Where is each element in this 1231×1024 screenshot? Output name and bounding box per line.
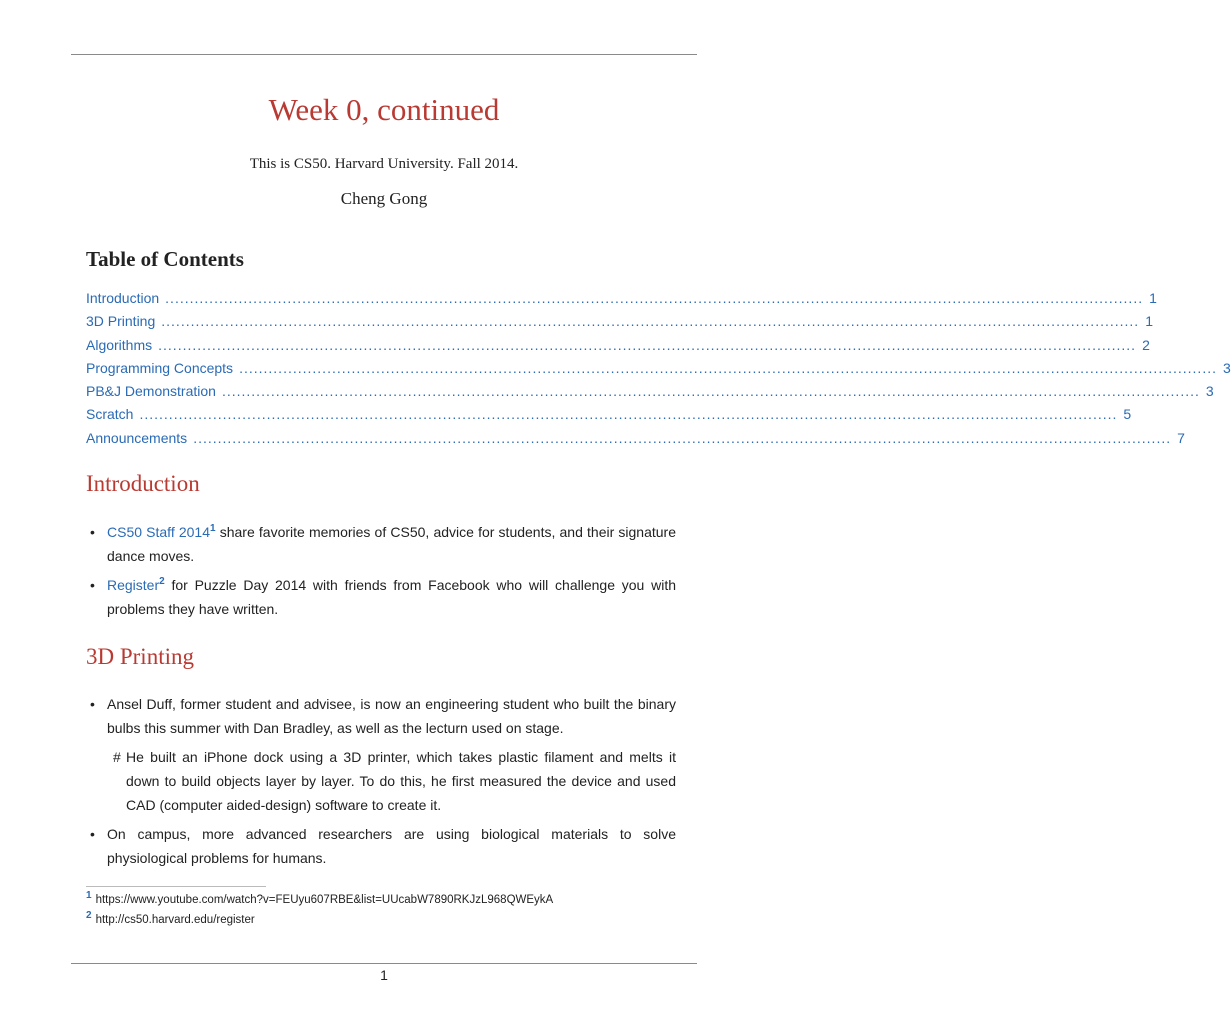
- footnote: [86, 890, 553, 910]
- bullet: •: [90, 826, 95, 842]
- bullet: •: [90, 696, 95, 712]
- footnote-rule: [86, 886, 266, 887]
- toc-entry-page: 7: [1177, 429, 1185, 446]
- toc-entry-introduction[interactable]: [86, 290, 1157, 313]
- toc-entry-page: 3: [1205, 383, 1214, 400]
- toc-entry-programming-concepts[interactable]: [86, 359, 1231, 383]
- toc-heading: Table of Contents: [86, 247, 244, 271]
- toc-leader: ........................................................................................................................................................................................................: [193, 429, 1172, 446]
- list-item: [86, 520, 676, 568]
- toc-leader: ........................................................................................................................................................................................................: [158, 336, 1137, 353]
- introduction-list: [86, 520, 676, 626]
- list-item-text: for Puzzle Day 2014 with friends from Facebook who will challenge you with problems they have written.: [107, 577, 676, 617]
- sub-list-item: [86, 745, 676, 817]
- header-rule: [71, 54, 697, 55]
- section-heading-3d-printing: 3D Printing: [86, 644, 194, 669]
- toc-leader: ........................................................................................................................................................................................................: [165, 290, 1144, 306]
- toc-entry-page: 3: [1223, 359, 1231, 376]
- toc-entry-page: 2: [1142, 336, 1150, 353]
- toc-entry-label: 3D Printing: [86, 313, 156, 330]
- footnote-url[interactable]: http://cs50.harvard.edu/register: [95, 914, 255, 926]
- table-of-contents: [86, 290, 1231, 453]
- toc-leader: ........................................................................................................................................................................................................: [161, 313, 1140, 330]
- toc-entry-page: 5: [1123, 406, 1132, 423]
- footnote: [86, 910, 553, 930]
- toc-leader: ........................................................................................................................................................................................................: [139, 406, 1118, 423]
- footnote-url[interactable]: https://www.youtube.com/watch?v=FEUyu607RBE&list=UUcabW7890RKJzL968QWEykA: [95, 894, 554, 906]
- footer-rule: [71, 963, 697, 964]
- list-item-text: On campus, more advanced researchers are using biological materials to solve physiological problems for humans.: [107, 826, 676, 866]
- list-item: [86, 573, 676, 621]
- toc-leader: ........................................................................................................................................................................................................: [221, 383, 1200, 400]
- toc-entry-algorithms[interactable]: [86, 336, 1150, 360]
- toc-entry-label: Announcements: [86, 429, 188, 446]
- list-item: [86, 692, 676, 740]
- footnotes: [86, 890, 553, 930]
- bullet: •: [90, 577, 95, 593]
- toc-entry-label: PB&J Demonstration: [86, 383, 216, 400]
- sub-list-item-text: He built an iPhone dock using a 3D printer, which takes plastic filament and melts it down to build objects layer by layer. To do this, he first measured the device and used CAD (computer aided-design) software to create it.: [126, 749, 676, 813]
- toc-entry-label: Introduction: [86, 290, 160, 306]
- footnote-ref[interactable]: 2: [159, 576, 165, 587]
- toc-entry-scratch[interactable]: [86, 406, 1132, 429]
- footnote-number: 1: [86, 890, 92, 901]
- cs50-staff-link[interactable]: CS50 Staff 2014: [107, 524, 211, 540]
- toc-entry-page: 1: [1145, 313, 1153, 330]
- register-link[interactable]: Register: [107, 577, 160, 593]
- toc-entry-page: 1: [1149, 290, 1157, 306]
- list-item-text: Ansel Duff, former student and advisee, is now an engineering student who built the binary bulbs this summer with Dan Bradley, as well as the lecturn used on stage.: [107, 696, 676, 736]
- document-subtitle: This is CS50. Harvard University. Fall 2014.: [249, 156, 519, 172]
- toc-entry-label: Programming Concepts: [86, 359, 234, 376]
- toc-entry-label: Algorithms: [86, 336, 153, 353]
- toc-entry-3d-printing[interactable]: [86, 313, 1153, 336]
- document-author: Cheng Gong: [340, 189, 428, 208]
- toc-leader: ........................................................................................................................................................................................................: [239, 359, 1217, 376]
- toc-entry-label: Scratch: [86, 406, 134, 423]
- toc-entry-pbj-demonstration[interactable]: [86, 383, 1214, 406]
- footnote-number: 2: [86, 910, 92, 921]
- document-title: Week 0, continued: [268, 92, 500, 127]
- page-number: 1: [380, 967, 388, 983]
- section-heading-introduction: Introduction: [86, 471, 200, 496]
- sub-bullet-marker: #: [113, 749, 121, 765]
- 3d-printing-list: [86, 692, 676, 875]
- footnote-ref[interactable]: 1: [210, 523, 216, 534]
- toc-entry-announcements[interactable]: [86, 429, 1185, 453]
- bullet: •: [90, 524, 95, 540]
- list-item: [86, 822, 676, 870]
- list-item-text: share favorite memories of CS50, advice for students, and their signature dance moves.: [107, 524, 676, 564]
